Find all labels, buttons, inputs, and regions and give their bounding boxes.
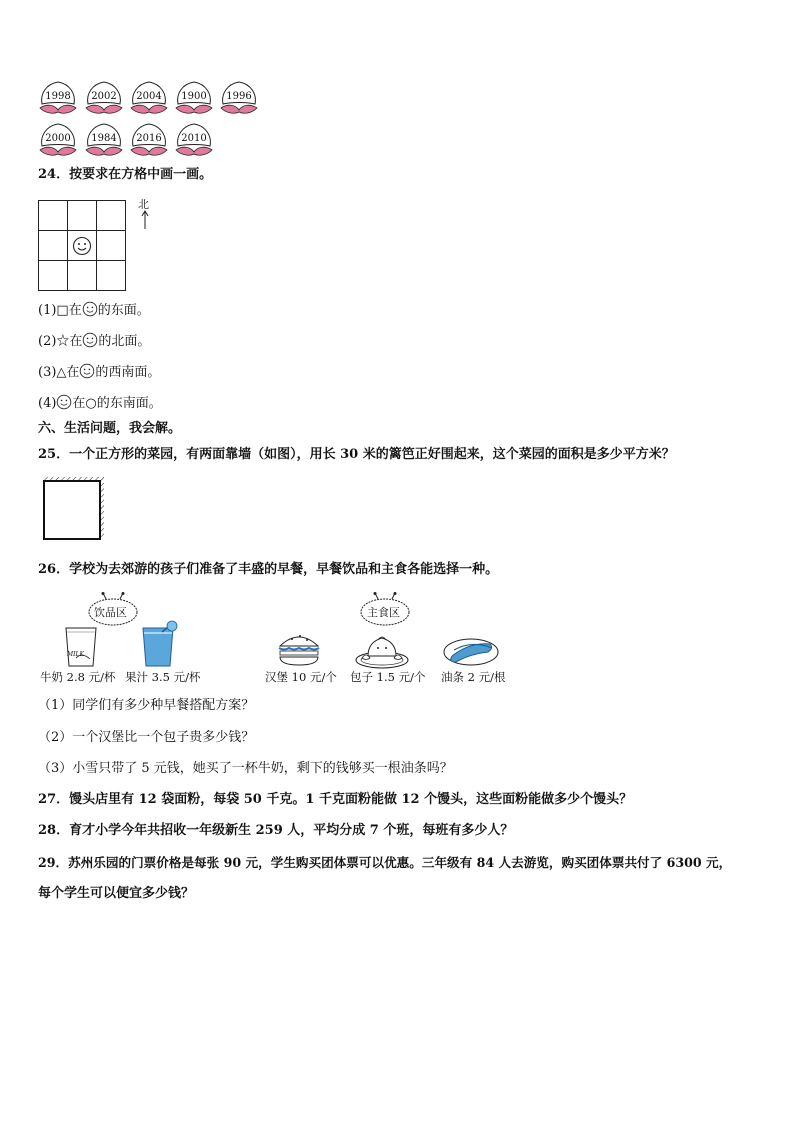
- smiley-icon: [82, 301, 98, 317]
- q24-item-4: [38, 394, 162, 413]
- q26-sub-1: （1）同学们有多少种早餐搭配方案？: [38, 698, 255, 713]
- price-dough-stick: 油条 2 元/根: [441, 670, 506, 684]
- price-milk: 牛奶 2.8 元/杯: [40, 670, 116, 684]
- q28-text: 28．育才小学今年共招收一年级新生 259 人，平均分成 7 个班，每班有多少人？: [38, 823, 514, 838]
- item-suffix: 的东面。: [97, 303, 150, 318]
- price-bun: 包子 1.5 元/个: [350, 670, 426, 684]
- grid-cell[interactable]: [67, 261, 97, 291]
- q29-text-line-2: 每个学生可以便宜多少钱？: [38, 886, 195, 901]
- smiley-icon: [82, 332, 98, 348]
- q27-text: 27．馒头店里有 12 袋面粉，每袋 50 千克。1 千克面粉能做 12 个馒头，这些面粉能做多少个馒头？: [38, 792, 633, 807]
- grid-cell-center[interactable]: [67, 231, 97, 261]
- peach-year: 1984: [91, 133, 117, 144]
- peach-card[interactable]: [38, 122, 78, 160]
- peach-year: 1900: [181, 91, 207, 102]
- north-arrow-icon: [140, 210, 150, 230]
- item-suffix: 的北面。: [98, 334, 151, 349]
- item-prefix: (4): [38, 396, 57, 411]
- peach-year: 2002: [91, 91, 117, 102]
- fried-dough-stick-icon: [442, 634, 500, 668]
- peach-card[interactable]: [84, 80, 124, 118]
- milk-glass-icon: [64, 626, 98, 668]
- peach-card[interactable]: [129, 122, 169, 160]
- peach-year: 1998: [45, 91, 71, 102]
- q26-sub-3: （3）小雪只带了 5 元钱，她买了一杯牛奶，剩下的钱够买一根油条吗？: [38, 761, 453, 776]
- price-juice: 果汁 3.5 元/杯: [125, 670, 201, 684]
- item-prefix: (3)△在: [38, 365, 80, 380]
- q26-title: 26．学校为去郊游的孩子们准备了丰盛的早餐，早餐饮品和主食各能选择一种。: [38, 562, 499, 577]
- direction-grid[interactable]: [38, 200, 126, 291]
- grid-cell[interactable]: [67, 201, 97, 231]
- peach-year: 2000: [45, 133, 71, 144]
- q24-item-1: [38, 301, 150, 320]
- item-prefix: (2)☆在: [38, 334, 83, 349]
- grid-cell[interactable]: [97, 231, 126, 261]
- peach-card[interactable]: [174, 122, 214, 160]
- item-suffix: 在○的东南面。: [72, 396, 162, 411]
- q29-text-line-1: 29．苏州乐园的门票价格是每张 90 元，学生购买团体票可以优惠。三年级有 84 人去游览，购买团体票共付了 6300 元，: [38, 855, 732, 870]
- peach-year: 2016: [136, 133, 162, 144]
- grid-cell[interactable]: [97, 261, 126, 291]
- garden-square-figure: [38, 475, 110, 547]
- price-burger: 汉堡 10 元/个: [265, 670, 337, 684]
- drink-zone-label: 饮品区: [94, 606, 127, 619]
- q26-sub-2: （2）一个汉堡比一个包子贵多少钱？: [38, 730, 255, 745]
- peach-card[interactable]: [129, 80, 169, 118]
- grid-cell[interactable]: [39, 261, 68, 291]
- grid-cell[interactable]: [39, 201, 68, 231]
- peach-card[interactable]: [219, 80, 259, 118]
- food-zone-label: 主食区: [367, 606, 400, 619]
- smiley-icon: [56, 394, 72, 410]
- peach-card[interactable]: [38, 80, 78, 118]
- grid-cell[interactable]: [39, 231, 68, 261]
- steamed-bun-icon: [354, 628, 410, 670]
- q25-text: 25．一个正方形的菜园，有两面靠墙（如图），用长 30 米的篱笆正好围起来，这个菜园的面积是多少平方米？: [38, 447, 675, 462]
- section-6-heading: 六、生活问题，我会解。: [38, 421, 182, 436]
- smiley-icon: [72, 236, 92, 256]
- juice-glass-icon: [140, 620, 182, 668]
- north-label: 北: [138, 198, 149, 211]
- item-suffix: 的西南面。: [95, 365, 161, 380]
- hamburger-icon: [276, 628, 322, 668]
- milk-glass-text: MILK: [67, 651, 84, 658]
- grid-cell[interactable]: [97, 201, 126, 231]
- q24-item-3: [38, 363, 160, 382]
- peach-year: 1996: [226, 91, 252, 102]
- item-prefix: (1)□在: [38, 303, 82, 318]
- q24-item-2: [38, 332, 150, 351]
- peach-year: 2010: [181, 133, 207, 144]
- peach-year: 2004: [136, 91, 162, 102]
- q24-title: 24．按要求在方格中画一画。: [38, 167, 213, 182]
- peach-card[interactable]: [174, 80, 214, 118]
- peach-card[interactable]: [84, 122, 124, 160]
- smiley-icon: [79, 363, 95, 379]
